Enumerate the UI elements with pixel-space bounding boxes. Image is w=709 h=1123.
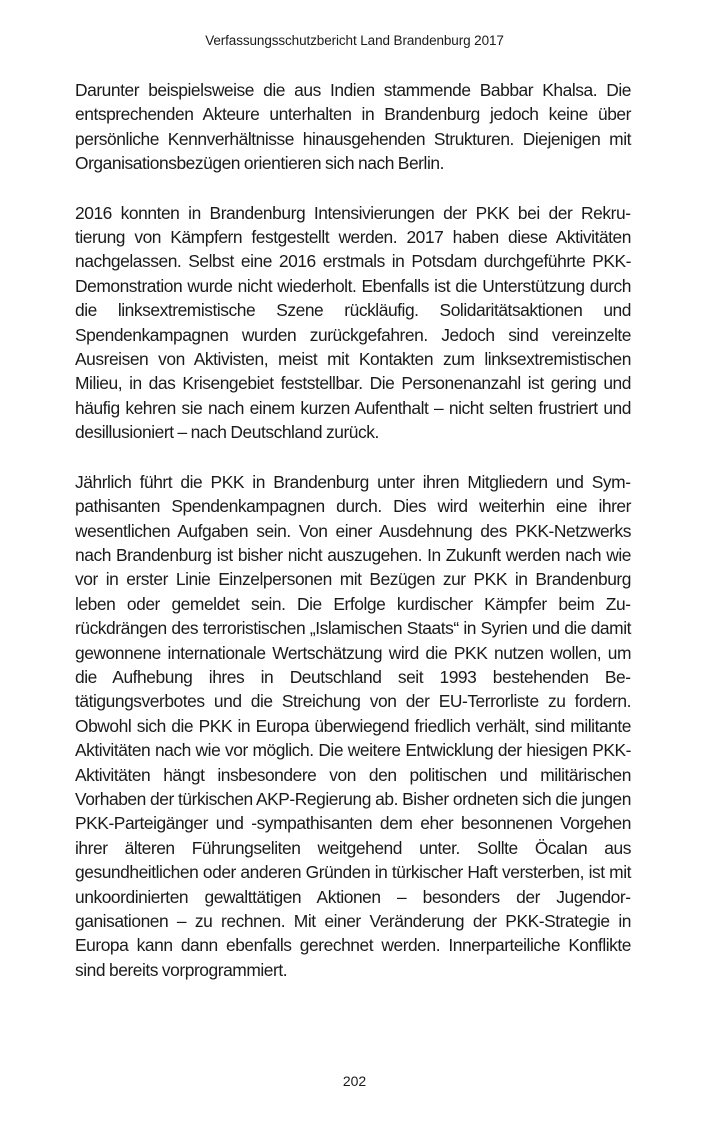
paragraph-1: Darunter beispielsweise die aus Indien stammende Babbar Khalsa. Die entsprechenden Akteure unterhalten in Brandenburg jedoch keine über persönliche Kennverhältnisse hinausgehenden Strukturen. Diejenigen mit Organisationsbezügen orientieren sich nach Berlin. (75, 80, 631, 174)
page-body (75, 78, 631, 1007)
paragraph-3: Jährlich führt die PKK in Brandenburg unter ihren Mitgliedern und Sympathisanten Spendenkampagnen durch. Dies wird weiterhin eine ihrer wesentlichen Aufgaben sein. Von einer Ausdehnung des PKK-Netzwerks nach Brandenburg ist bisher nicht auszugehen. In Zukunft werden nach wie vor in erster Linie Einzelpersonen mit Bezügen zur PKK in Brandenburg leben oder gemeldet sein. Die Erfolge kurdischer Kämpfer beim Zurückdrängen des terroristischen „Islamischen Staats“ in Syrien und die damit gewonnene internationale Wertschätzung wird die PKK nutzen wollen, um die Aufhebung ihres in Deutschland seit 1993 bestehenden Betätigungsverbotes und die Streichung von der EU-Terrorliste zu fordern. Obwohl sich die PKK in Europa überwiegend friedlich verhält, sind militante Aktivitäten nach wie vor möglich. Die weitere Entwicklung der hiesigen PKK-Aktivitäten hängt insbesondere von den politischen und militärischen Vorhaben der türkischen AKP-Regierung ab. Bisher ordneten sich die jungen PKK-Parteigänger und -sympathisanten dem eher besonnenen Vorgehen ihrer älteren Führungseliten weitgehend unter. Sollte Öcalan aus gesundheitlichen oder anderen Gründen in türkischer Haft versterben, ist mit unkoordinierten gewalttätigen Aktionen – besonders der Jugendorganisationen – zu rechnen. Mit einer Veränderung der PKK-Strategie in Europa kann dann ebenfalls gerechnet werden. Innerparteiliche Konflikte sind bereits vorprogrammiert. (75, 471, 631, 980)
page-number: 202 (342, 1073, 367, 1089)
paragraph-2: 2016 konnten in Brandenburg Intensivierungen der PKK bei der Rekrutierung von Kämpfern festgestellt werden. 2017 haben diese Aktivitäten nachgelassen. Selbst eine 2016 erstmals in Potsdam durchgeführte PKK-Demonstration wurde nicht wiederholt. Ebenfalls ist die Unterstützung durch die linksextremistische Szene rückläufig. Solidaritätsaktionen und Spendenkampagnen wurden zurückgefahren. Jedoch sind vereinzelte Ausreisen von Aktivisten, meist mit Kontakten zum linksextremistischen Milieu, in das Krisengebiet feststellbar. Die Personenanzahl ist gering und häufig kehren sie nach einem kurzen Aufenthalt – nicht selten frustriert und desillusioniert – nach Deutschland zurück. (75, 202, 631, 443)
running-header: Verfassungsschutzbericht Land Brandenburg 2017 (205, 33, 504, 48)
